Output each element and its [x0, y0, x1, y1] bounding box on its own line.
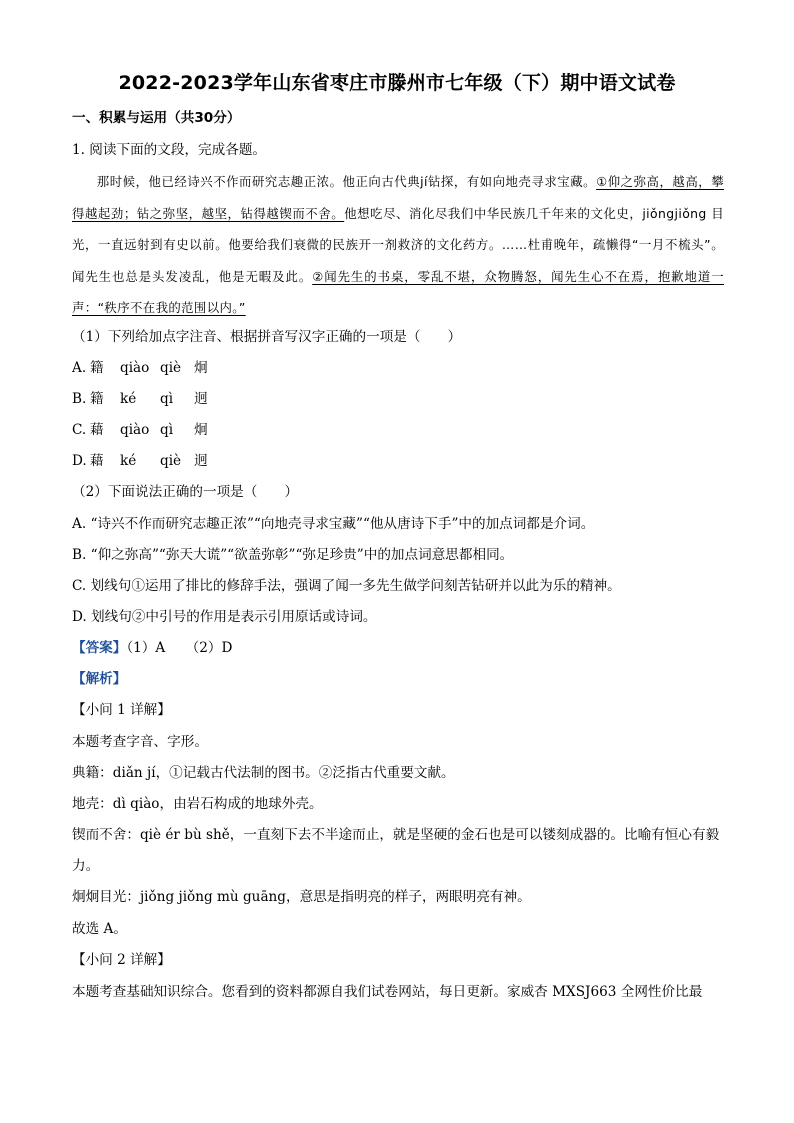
option-char: 迥: [194, 453, 208, 469]
option-letter: B.: [72, 391, 87, 407]
analysis-line: [72, 669, 724, 689]
explanation-line: 典籍：diǎn jí，①记载古代法制的图书。②泛指古代重要文献。: [72, 765, 455, 781]
explanation-line: 本题考查字音、字形。: [72, 734, 208, 750]
option-pinyin: ké: [120, 453, 137, 469]
option-d: [72, 451, 724, 471]
passage-text-1: 那时候，他已经诗兴不作而研究志趣正浓。他正向古代典jí钻探，有如向地壳寻求宝藏。: [96, 174, 597, 189]
question-1-intro: 1. 阅读下面的文段，完成各题。: [72, 142, 267, 158]
option-pinyin: qiào: [120, 360, 150, 376]
sub-question-2-heading: 【小问 2 详解】: [72, 952, 171, 968]
option-char: 籍: [90, 391, 104, 407]
option-letter: D.: [72, 453, 87, 469]
explanation-line: 炯炯目光：jiǒng jiǒng mù guāng，意思是指明亮的样子，两眼明亮有神。: [72, 889, 531, 905]
option-letter: C.: [72, 422, 87, 438]
question-1-2-stem: （2）下面说法正确的一项是（ ）: [72, 484, 299, 500]
option-letter: A.: [72, 360, 87, 376]
analysis-label: 【解析】: [72, 671, 127, 687]
option-b: [72, 389, 724, 409]
option-char: 藉: [90, 453, 104, 469]
option-char: 炯: [194, 422, 208, 438]
explanation-line: 地壳：dì qiào，由岩石构成的地球外壳。: [72, 796, 323, 812]
statement-a: A. “诗兴不作而研究志趣正浓”“向地壳寻求宝藏”“他从唐诗下手”中的加点词都是介词。: [72, 516, 595, 532]
answer-label: 【答案】: [72, 640, 127, 656]
sub-question-1-heading: 【小问 1 详解】: [72, 702, 171, 718]
reading-passage: [72, 166, 724, 324]
option-pinyin: qì: [160, 391, 174, 407]
underlined-sentence-1: ①仰之弥高，越高，攀得越起劲；钻之弥坚，越坚，钻得越锲而不舍。: [72, 174, 725, 221]
option-char: 藉: [90, 422, 104, 438]
option-pinyin: qiè: [160, 453, 182, 469]
explanation-line: 故选 A。: [72, 921, 127, 937]
question-1-1-stem: （1）下列给加点字注音、根据拼音写汉字正确的一项是（ ）: [72, 329, 462, 345]
option-char: 籍: [90, 360, 104, 376]
explanation-line: 锲而不舍：qiè ér bù shě，一直刻下去不半途而止，就是坚硬的金石也是可以镂刻成器的。比喻有恒心有毅: [72, 827, 720, 843]
statement-d: D. 划线句②中引号的作用是表示引用原话或诗词。: [72, 609, 377, 625]
exam-title: 2022-2023学年山东省枣庄市滕州市七年级（下）期中语文试卷: [118, 72, 676, 94]
section-heading: 一、积累与运用（共30分）: [72, 110, 241, 126]
explanation-line: 力。: [72, 858, 100, 874]
statement-c: C. 划线句①运用了排比的修辞手法，强调了闻一多先生做学问刻苦钻研并以此为乐的精神。: [72, 578, 621, 594]
option-char: 炯: [194, 360, 208, 376]
answer-line: [72, 638, 724, 658]
option-pinyin: qì: [160, 422, 174, 438]
underlined-sentence-2: ②闻先生的书桌，零乱不堪，众物腾怒，闻先生心不在焉，抱歉地道一声：“秩序不在我的范围以内。”: [72, 268, 724, 315]
passage-text-2: 他想吃尽、消化尽我们中华民族几千年来的文化史，jiǒngjiǒng 目光，一直远射到有史以前。他要给我们衰微的民族开一剂救济的文化药方。……杜甫晚年，疏懒得“一月不梳头”。闻先生也总是头发凌乱，他是无暇及此。: [72, 205, 724, 284]
option-pinyin: ké: [120, 391, 137, 407]
option-a: [72, 358, 724, 378]
option-char: 迥: [194, 391, 208, 407]
option-pinyin: qiào: [120, 422, 150, 438]
statement-b: B. “仰之弥高”“弥天大谎”“欲盖弥彰”“弥足珍贵”中的加点词意思都相同。: [72, 547, 514, 563]
explanation-line: 本题考查基础知识综合。您看到的资料都源自我们试卷网站，每日更新。家威杏 MXSJ663 全网性价比最: [72, 984, 703, 1000]
answer-text: （1）A （2）D: [126, 640, 233, 656]
option-c: [72, 420, 724, 440]
option-pinyin: qiè: [160, 360, 182, 376]
